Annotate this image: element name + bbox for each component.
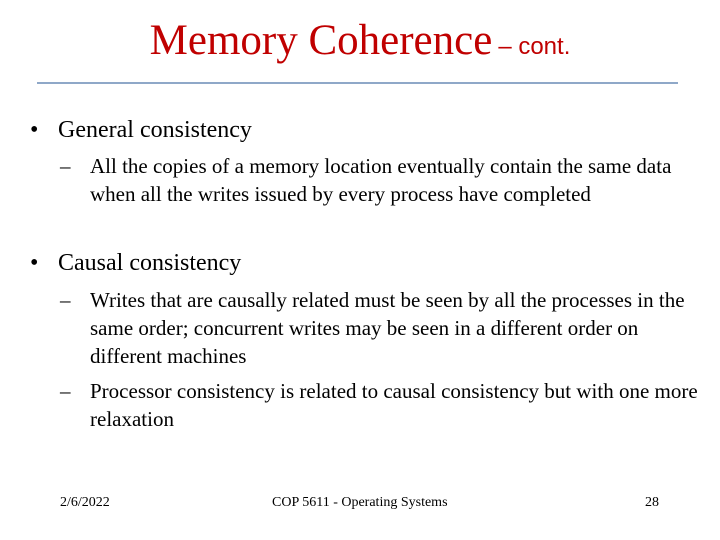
subitem-causal-consistency-1 <box>60 286 700 370</box>
subitem-marker: – <box>60 154 71 178</box>
slide-title-suffix: – cont. <box>498 33 571 60</box>
bullet-marker: • <box>30 250 39 276</box>
title-divider <box>37 82 678 84</box>
subitem-causal-consistency-2 <box>60 377 700 433</box>
slide-title-main: Memory Coherence <box>149 17 493 64</box>
subitem-marker: – <box>60 379 71 403</box>
subitem-text: Processor consistency is related to causal consistency but with one more relaxation <box>90 379 698 431</box>
slide-title <box>0 14 720 77</box>
subitem-marker: – <box>60 288 71 312</box>
subitem-text: Writes that are causally related must be seen by all the processes in the same order; concurrent writes may be seen in a different order on different machines <box>90 288 685 368</box>
bullet-general-consistency <box>30 116 252 144</box>
subitem-general-consistency-1 <box>60 152 700 208</box>
subitem-text: All the copies of a memory location eventually contain the same data when all the writes issued by every process have completed <box>90 154 672 206</box>
footer-course: COP 5611 - Operating Systems <box>272 495 448 510</box>
bullet-causal-consistency <box>30 249 241 277</box>
footer-page-number: 28 <box>645 495 659 510</box>
bullet-text: General consistency <box>58 117 252 143</box>
bullet-text: Causal consistency <box>58 250 242 276</box>
footer-date: 2/6/2022 <box>60 495 110 510</box>
bullet-marker: • <box>30 117 39 143</box>
